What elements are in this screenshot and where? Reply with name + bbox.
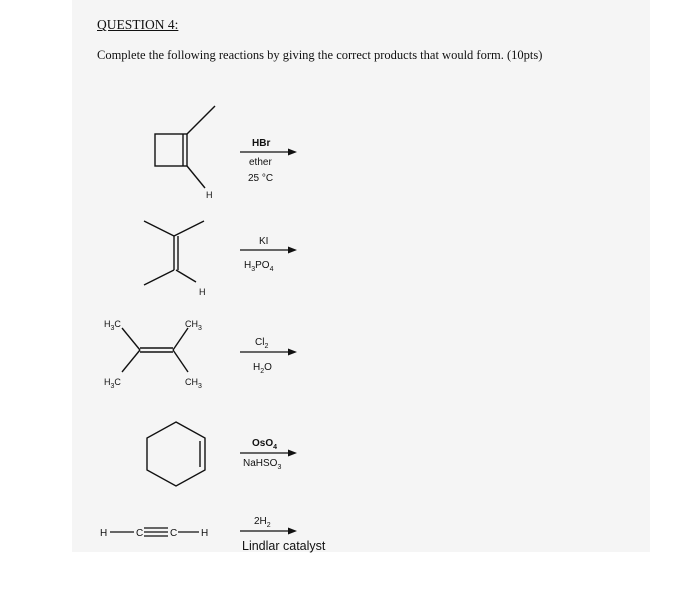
reagent-above-1: HBr (252, 138, 271, 149)
atom-c-right: C (170, 528, 178, 539)
structure-5 (110, 528, 199, 536)
reaction-arrow-2 (240, 247, 297, 254)
methyl-label-top-left: $H_3C$ (104, 319, 121, 332)
structure-3 (122, 328, 188, 372)
reaction-arrow-1 (240, 149, 297, 156)
atom-h-left: H (100, 528, 108, 539)
atom-h-2: H (199, 287, 206, 297)
atom-h-right: H (201, 528, 209, 539)
atom-c-left: C (136, 528, 144, 539)
condition-solvent-1: ether (249, 157, 272, 168)
methyl-label-bottom-right: $CH_3$ (185, 377, 202, 390)
methyl-label-bottom-left: $H_3C$ (104, 377, 121, 390)
atom-h-1: H (206, 190, 213, 200)
reagent-above-3: $Cl_2$ (255, 337, 269, 350)
question-instruction: Complete the following reactions by giving the correct products that would form. (10pts) (97, 48, 543, 62)
reagent-above-5: $2H_2$ (254, 516, 271, 529)
reagent-below-3: $H_2O$ (253, 362, 272, 375)
reaction-arrow-3 (240, 349, 297, 356)
condition-temp-1: 25 °C (248, 173, 274, 184)
reagent-below-4: NaHSO$_3$ (243, 458, 282, 471)
reagent-below-2: $H_3PO_4$ (244, 260, 274, 273)
structure-1 (155, 106, 215, 188)
methyl-label-top-right: $CH_3$ (185, 319, 202, 332)
reagent-above-2: KI (259, 236, 269, 247)
structure-2 (144, 221, 204, 285)
reagent-above-4: OsO$_4$ (252, 438, 278, 451)
question-title: QUESTION 4: (97, 17, 179, 32)
structure-4 (147, 422, 205, 486)
reagent-below-5: Lindlar catalyst (242, 539, 326, 553)
